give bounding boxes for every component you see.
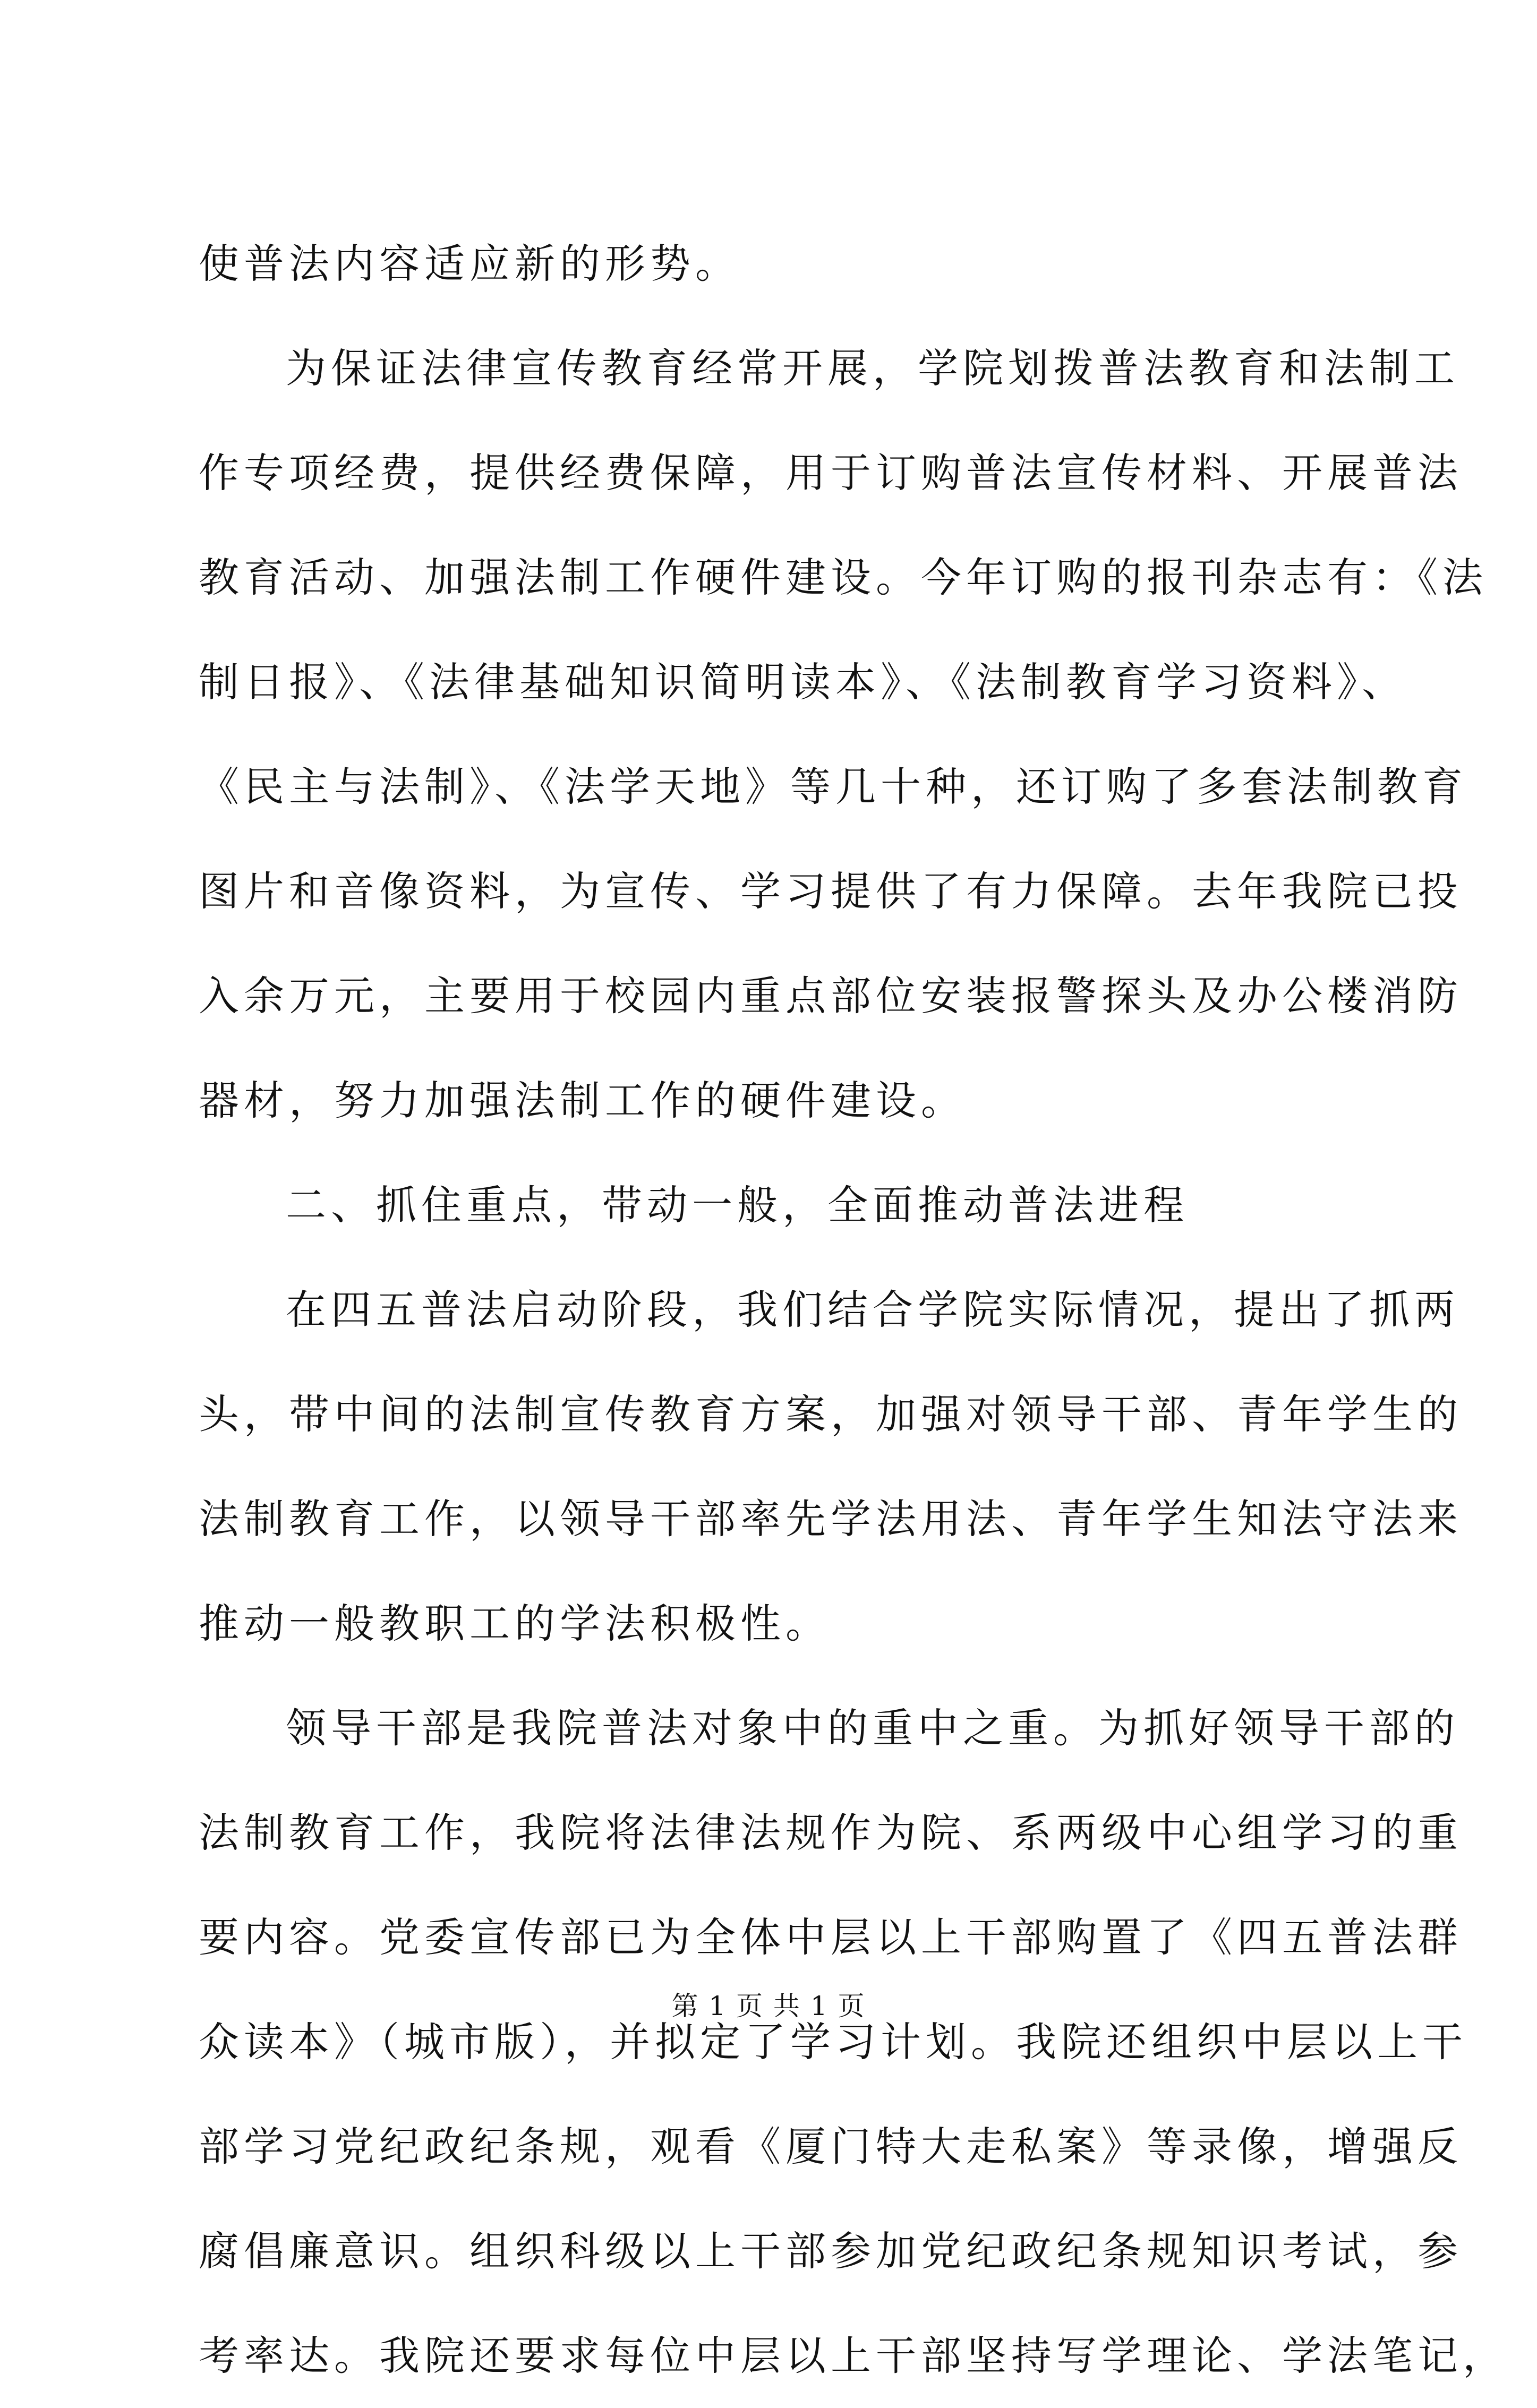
text-line: 考率达。我院还要求每位中层以上干部坚持写学理论、学法笔记， <box>199 2332 1508 2379</box>
text-line: 腐倡廉意识。组织科级以上干部参加党纪政纪条规知识考试，参 <box>199 2227 1463 2275</box>
section-heading: 二、抓住重点，带动一般，全面推动普法进程 <box>286 1181 1189 1229</box>
text-line: 器材，努力加强法制工作的硬件建设。 <box>199 1077 966 1124</box>
text-line: 要内容。党委宣传部已为全体中层以上干部购置了《四五普法群 <box>199 1914 1463 1961</box>
text-line: 制日报》、《法律基础知识简明读本》、《法制教育学习资料》、 <box>199 658 1407 706</box>
paragraph-first-line: 在四五普法启动阶段，我们结合学院实际情况，提出了抓两 <box>286 1286 1459 1333</box>
text-line: 使普法内容适应新的形势。 <box>199 240 740 287</box>
text-line: 教育活动、加强法制工作硬件建设。今年订购的报刊杂志有：《法 <box>199 554 1488 601</box>
text-line: 作专项经费，提供经费保障，用于订购普法宣传材料、开展普法 <box>199 449 1463 496</box>
text-line: 图片和音像资料，为宣传、学习提供了有力保障。去年我院已投 <box>199 868 1463 915</box>
text-line: 法制教育工作，以领导干部率先学法用法、青年学生知法守法来 <box>199 1495 1463 1543</box>
document-body <box>199 211 1508 2408</box>
text-line: 众读本》（城市版），并拟定了学习计划。我院还组织中层以上干 <box>199 2018 1467 2066</box>
paragraph-first-line: 为保证法律宣传教育经常开展，学院划拨普法教育和法制工 <box>286 345 1459 392</box>
text-line: 部学习党纪政纪条规，观看《厦门特大走私案》等录像，增强反 <box>199 2123 1463 2170</box>
text-line: 法制教育工作，我院将法律法规作为院、系两级中心组学习的重 <box>199 1809 1463 1856</box>
text-line: 入余万元，主要用于校园内重点部位安装报警探头及办公楼消防 <box>199 972 1463 1019</box>
text-line: 《民主与法制》、《法学天地》等几十种，还订购了多套法制教育 <box>199 763 1467 810</box>
text-line: 头，带中间的法制宣传教育方案，加强对领导干部、青年学生的 <box>199 1391 1463 1438</box>
text-line: 推动一般教职工的学法积极性。 <box>199 1600 831 1647</box>
page-footer: 第 1 页 共 1 页 <box>671 1991 866 2021</box>
paragraph-first-line: 领导干部是我院普法对象中的重中之重。为抓好领导干部的 <box>286 1704 1459 1752</box>
